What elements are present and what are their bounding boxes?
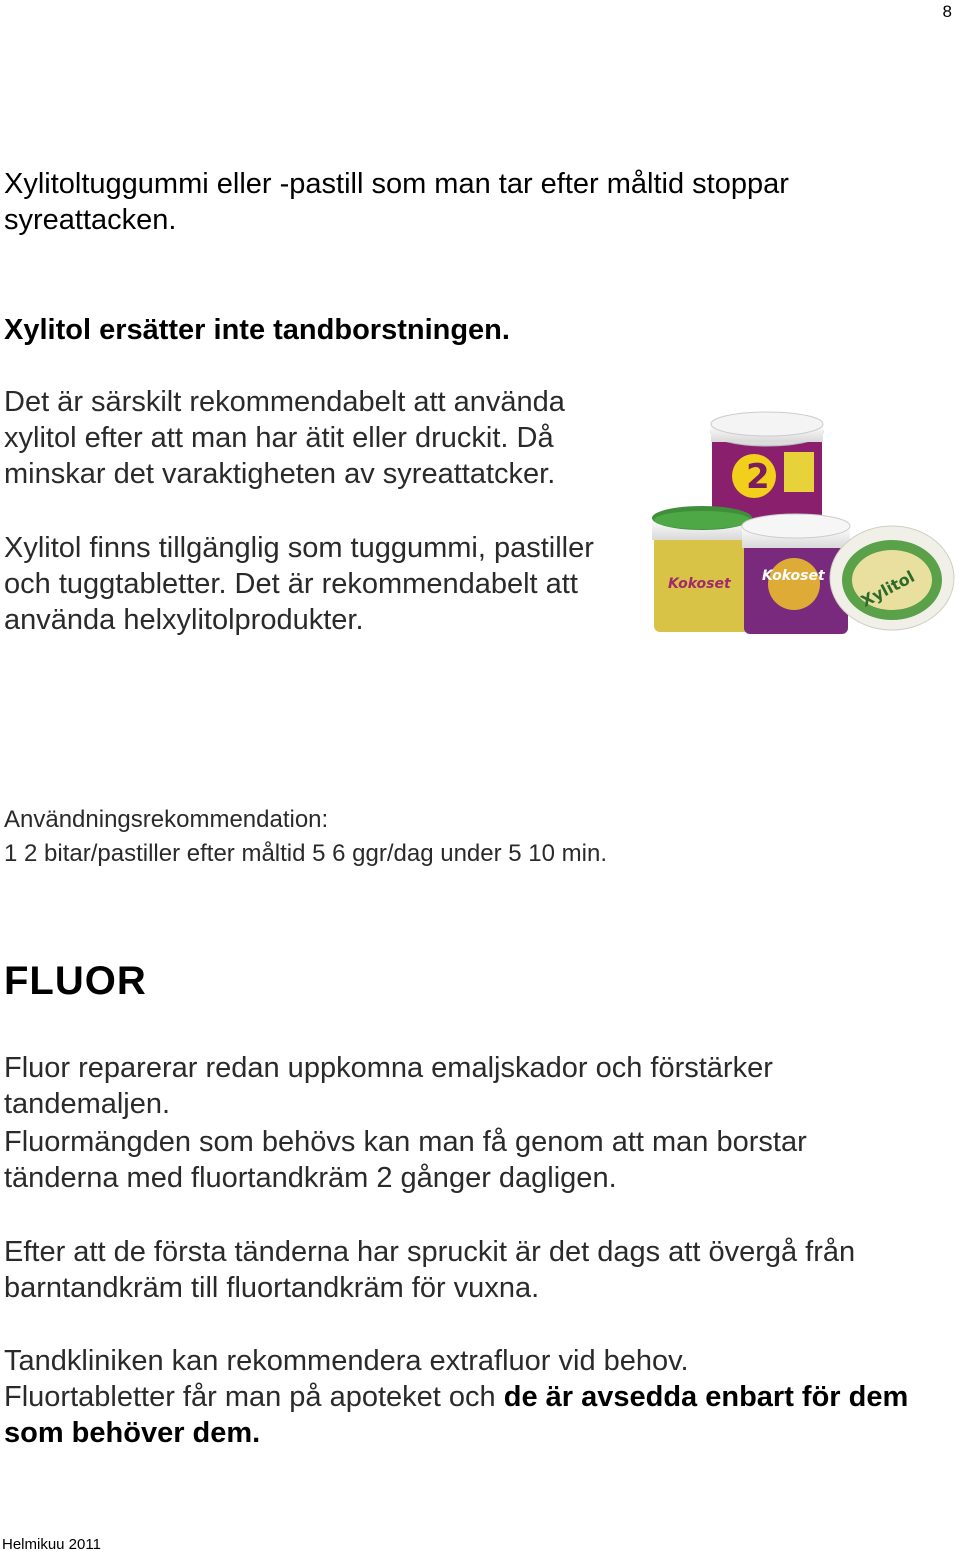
paragraph-fluor-amount: Fluormängden som behövs kan man få genom att man borstar tänderna med fluortandkräm 2 gånger dagligen. [4,1126,807,1194]
bold-statement: Xylitol ersätter inte tandborstningen. [4,314,510,346]
paragraph-fluor-repair: Fluor reparerar redan uppkomna emaljskador och förstärker tandemaljen. [4,1052,773,1120]
jar-label: Kokoset [668,576,731,592]
paragraph-fluor-clinic: Tandkliniken kan rekommendera extrafluor vid behov. [4,1345,689,1377]
paragraph-availability: Xylitol finns tillgänglig som tuggummi, pastiller och tuggtabletter. Det är rekommendabelt att använda helxylitolprodukter. [4,532,594,636]
tablets-emphasis: de är avsedda enbart för dem som behöver dem. [4,1381,909,1449]
paragraph-xylitol-gum: Xylitoltuggummi eller -pastill som man tar efter måltid stoppar syreattacken. [4,168,789,236]
usage-label: Användningsrekommendation: [4,806,329,833]
paragraph-fluor-tablets [4,1379,944,1451]
jar-label: Xylitol [857,566,918,611]
section-heading-fluor: FLUOR [4,959,147,1003]
footer-date: Helmikuu 2011 [2,1536,101,1553]
tablets-text: Fluortabletter får man på apoteket och [4,1381,504,1413]
usage-text: 1 2 bitar/pastiller efter måltid 5 6 ggr/dag under 5 10 min. [4,840,607,867]
jar-label: Kokoset [762,568,825,584]
paragraph-recommendation: Det är särskilt rekommendabelt att använda xylitol efter att man har ätit eller druckit. Då minskar det varaktigheten av syreattatcker. [4,386,565,490]
svg-text:2: 2 [746,457,770,497]
page-number: 8 [942,2,952,21]
xylitol-products-photo [644,408,960,644]
paragraph-fluor-children: Efter att de första tänderna har spruckit är det dags att övergå från barntandkräm till fluortandkräm för vuxna. [4,1236,856,1304]
